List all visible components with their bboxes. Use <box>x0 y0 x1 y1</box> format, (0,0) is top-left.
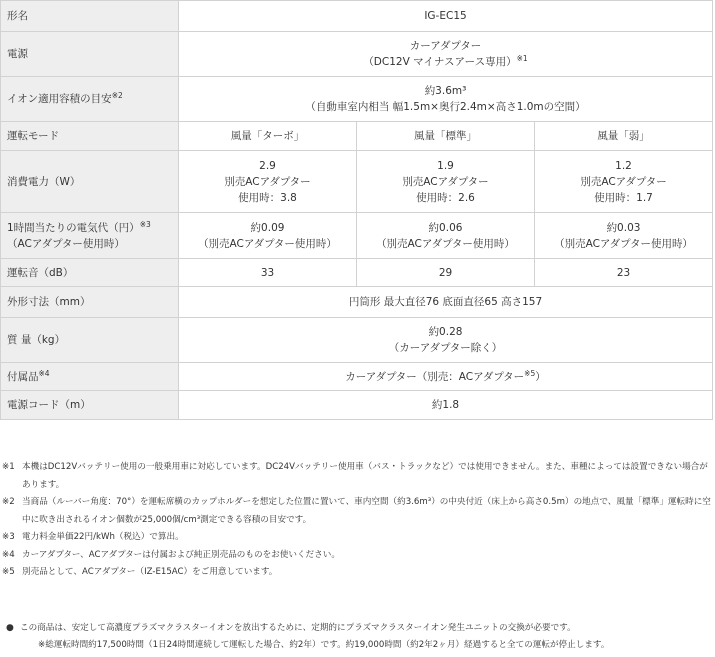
value-power <box>179 32 713 77</box>
consumption-standard-adapter: 別売ACアダプター <box>402 175 489 188</box>
label-consumption: 消費電力（W） <box>1 151 179 213</box>
footnote-2 <box>2 494 714 529</box>
accessories-value-text: カーアダプター（別売：ACアダプター <box>345 370 525 383</box>
ion-capacity-label-text: イオン適用容積の目安 <box>7 93 112 105</box>
row-noise <box>1 259 713 287</box>
row-model <box>1 1 713 32</box>
value-weight <box>179 318 713 363</box>
row-power <box>1 32 713 77</box>
consumption-standard <box>357 151 535 213</box>
weight-line1: 約0.28 <box>428 326 463 338</box>
footnote-2-text: 当商品（ルーバー角度：70°）を運転席横のカップホルダーを想定した位置に置いて、車内空間（約3.6m³）の中央付近（床上から高さ0.5m）の地点で、風量「標準」運転時に空中に吹き出されるイオン個数が25,000個/cm³測定できる容積の目安です。 <box>22 497 711 525</box>
row-accessories <box>1 363 713 391</box>
mode-standard: 風量「標準」 <box>357 122 535 151</box>
label-cord: 電源コード（m） <box>1 391 179 420</box>
row-ion-capacity <box>1 77 713 122</box>
value-model: IG-EC15 <box>179 1 713 32</box>
cost-turbo-value: 約0.09 <box>250 221 285 234</box>
row-weight <box>1 318 713 363</box>
mode-low: 風量「弱」 <box>535 122 713 151</box>
cost-turbo <box>179 213 357 259</box>
mode-turbo: 風量「ターボ」 <box>179 122 357 151</box>
footnote-5 <box>2 564 714 582</box>
cost-label-line2: （ACアダプター使用時） <box>7 237 125 250</box>
footnote-5-text: 別売品として、ACアダプター（IZ-E15AC）をご用意しています。 <box>22 567 278 577</box>
consumption-turbo <box>179 151 357 213</box>
cost-low <box>535 213 713 259</box>
cost-standard-value: 約0.06 <box>428 221 463 234</box>
consumption-standard-adapter-value: 使用時：2.6 <box>416 191 475 204</box>
row-consumption <box>1 151 713 213</box>
consumption-turbo-adapter: 別売ACアダプター <box>224 175 311 188</box>
cost-label-text: 1時間当たりの電気代（円） <box>7 221 140 234</box>
power-line2-text: （DC12V マイナスアース専用） <box>363 56 517 68</box>
consumption-low <box>535 151 713 213</box>
label-mode: 運転モード <box>1 122 179 151</box>
row-dimensions <box>1 287 713 318</box>
value-accessories <box>179 363 713 391</box>
cost-low-note: （別売ACアダプター使用時） <box>554 237 693 250</box>
row-mode <box>1 122 713 151</box>
consumption-turbo-value: 2.9 <box>259 159 276 172</box>
consumption-low-adapter: 別売ACアダプター <box>580 175 667 188</box>
consumption-standard-value: 1.9 <box>437 159 454 172</box>
replacement-notice-line2: ※総運転時間約17,500時間（1日24時間連続して運転した場合、約2年）です。約19,000時間（約2年2ヶ月）経過すると全ての運転が停止します。 <box>38 640 610 650</box>
cost-note-mark: ※3 <box>139 219 151 229</box>
label-noise: 運転音（dB） <box>1 259 179 287</box>
noise-standard: 29 <box>357 259 535 287</box>
cost-label-line1 <box>7 220 174 236</box>
consumption-low-adapter-value: 使用時：1.7 <box>594 191 653 204</box>
ion-capacity-line2: （自動車室内相当 幅1.5m×奥行2.4m×高さ1.0mの空間） <box>305 101 586 113</box>
noise-low: 23 <box>535 259 713 287</box>
ion-capacity-note-mark: ※2 <box>111 91 123 100</box>
label-dimensions: 外形寸法（mm） <box>1 287 179 318</box>
power-line1: カーアダプター <box>409 40 482 52</box>
footnote-5-mark: ※5 <box>2 567 15 577</box>
value-cord: 約1.8 <box>179 391 713 420</box>
bullet-icon: ● <box>6 623 14 633</box>
footnote-2-mark: ※2 <box>2 497 15 507</box>
replacement-notice-text: この商品は、安定して高濃度プラズマクラスターイオンを放出するために、定期的にプラズマクラスターイオン発生ユニットの交換が必要です。 <box>20 623 576 633</box>
accessories-label-text: 付属品 <box>7 370 39 383</box>
accessories-note-mark: ※4 <box>38 368 50 378</box>
cost-standard <box>357 213 535 259</box>
footnote-4-mark: ※4 <box>2 549 15 560</box>
label-power: 電源 <box>1 32 179 77</box>
footnote-3 <box>2 529 714 547</box>
footnotes <box>2 459 714 582</box>
replacement-notice <box>4 620 712 654</box>
consumption-low-value: 1.2 <box>615 159 632 172</box>
footnote-4 <box>2 547 714 565</box>
label-weight: 質 量（kg） <box>1 318 179 363</box>
ion-capacity-line1: 約3.6m³ <box>424 85 467 97</box>
accessories-value-end: ） <box>535 370 546 383</box>
value-ion-capacity <box>179 77 713 122</box>
footnote-1-mark: ※1 <box>2 462 15 472</box>
footnote-3-text: 電力料金単価22円/kWh（税込）で算出。 <box>22 532 184 542</box>
value-dimensions: 円筒形 最大直径76 底面直径65 高さ157 <box>179 287 713 318</box>
label-accessories <box>1 363 179 391</box>
footnote-4-text: カーアダプター、ACアダプターは付属および純正別売品のものをお使いください。 <box>22 549 340 560</box>
weight-line2: （カーアダプター除く） <box>388 342 503 354</box>
row-cost <box>1 213 713 259</box>
power-note-mark: ※1 <box>516 54 528 63</box>
label-model: 形名 <box>1 1 179 32</box>
label-cost <box>1 213 179 259</box>
label-ion-capacity <box>1 77 179 122</box>
row-cord <box>1 391 713 420</box>
cost-turbo-note: （別売ACアダプター使用時） <box>198 237 337 250</box>
accessories-value-note-mark: ※5 <box>524 368 536 378</box>
cost-standard-note: （別売ACアダプター使用時） <box>376 237 515 250</box>
footnote-1 <box>2 459 714 494</box>
power-line2 <box>183 54 708 70</box>
footnote-3-mark: ※3 <box>2 532 15 542</box>
consumption-turbo-adapter-value: 使用時：3.8 <box>238 191 297 204</box>
cost-low-value: 約0.03 <box>606 221 641 234</box>
footnote-1-text: 本機はDC12Vバッテリー使用の一般乗用車に対応しています。DC24Vバッテリー使用車（バス・トラックなど）では使用できません。また、車種によっては設置できない場合があります。 <box>22 462 708 490</box>
noise-turbo: 33 <box>179 259 357 287</box>
replacement-notice-line1 <box>4 620 712 637</box>
